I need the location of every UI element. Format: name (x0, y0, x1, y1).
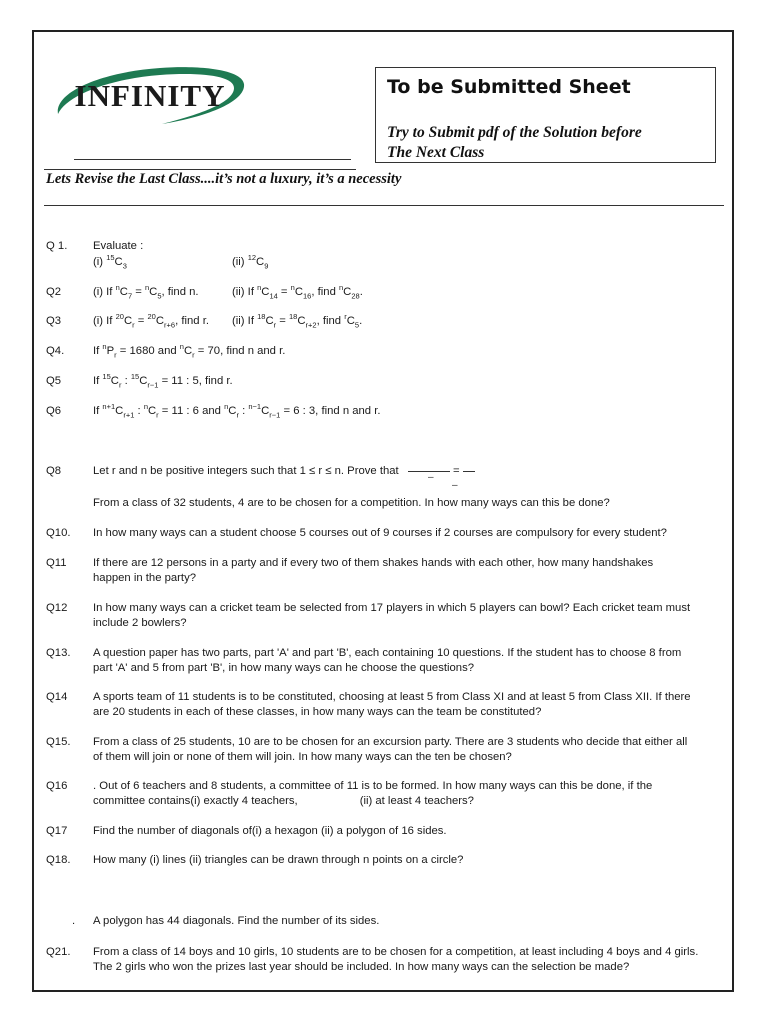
question-text: In how many ways can a cricket team be selected from 17 players in which 5 players can bowl? Each cricket team must include 2 bowlers? (93, 602, 691, 629)
question-number: Q14 (46, 691, 68, 703)
q2-part-i: (i) If $^nC_7 = ^nC_5$, find n. (93, 283, 199, 301)
question-text: If $^nP_r = 1680$ and $^nC_r = 70$, find n and r. (93, 342, 286, 360)
equals-sign: = (452, 465, 460, 477)
question-number: Q 1. (46, 240, 68, 252)
question-number: Q16 (46, 780, 68, 792)
question-text: A sports team of 11 students is to be constituted, choosing at least 5 from Class XI and at least 5 from Class XII. If there are 20 students in each of these classes, in how many ways can the team be constituted? (93, 691, 691, 718)
logo-swoosh-icon (52, 64, 248, 130)
question-number: Q13. (46, 647, 71, 659)
question-text: If $^{15}C_r$ : $^{15}C_{r-1} = 11$ : 5, find r. (93, 372, 233, 390)
header-divider (44, 205, 724, 206)
question-text: In how many ways can a student choose 5 courses out of 9 courses if 2 courses are compulsory for every student? (93, 527, 667, 539)
fraction-bar (463, 471, 475, 472)
q2-part-ii: (ii) If $^nC_{14} = ^nC_{16}$, find $^nC_{28}$. (232, 283, 363, 301)
submission-instruction (387, 123, 642, 163)
submission-box (375, 67, 716, 163)
logo-text: INFINITY (74, 78, 226, 113)
submission-line-2: The Next Class (387, 144, 485, 161)
submission-line-1: Try to Submit pdf of the Solution before (387, 124, 642, 141)
question-number: Q6 (46, 405, 62, 417)
q1-part-ii: (ii) $^{12}C_9$ (232, 253, 269, 271)
tagline: Lets Revise the Last Class....it’s not a luxury, it’s a necessity (46, 171, 402, 187)
fraction-mark: – (428, 472, 434, 483)
q3-part-i: (i) If $^{20}C_r = ^{20}C_{r+6}$, find r. (93, 312, 209, 330)
tagline-overline (44, 169, 356, 170)
question-text: How many (i) lines (ii) triangles can be drawn through n points on a circle? (93, 854, 464, 866)
question-number: . (72, 915, 76, 927)
logo-underline (74, 159, 351, 160)
question-number: Q18. (46, 854, 71, 866)
question-intro: Evaluate : (93, 240, 144, 252)
q1-part-i: (i) $^{15}C_3$ (93, 253, 127, 271)
question-number: Q3 (46, 315, 62, 327)
question-text: From a class of 32 students, 4 are to be chosen for a competition. In how many ways can this be done? (93, 497, 610, 509)
question-number: Q12 (46, 602, 68, 614)
question-text: A question paper has two parts, part 'A' and part 'B', each containing 10 questions. If the student has to choose 8 from part 'A' and 5 from part 'B', in how many ways can he choose the questions? (93, 647, 682, 674)
question-text: A polygon has 44 diagonals. Find the number of its sides. (93, 915, 380, 927)
question-number: Q4. (46, 345, 65, 357)
question-number: Q10. (46, 527, 71, 539)
question-text: Find the number of diagonals of(i) a hexagon (ii) a polygon of 16 sides. (93, 825, 447, 837)
question-number: Q5 (46, 375, 62, 387)
question-text: If $^{n+1}C_{r+1}$ : $^nC_r = 11$ : 6 and $^nC_r$ : $^{n-1}C_{r-1} = 6$ : 3, find n and r. (93, 402, 381, 420)
question-number: Q11 (46, 557, 67, 569)
q3-part-ii: (ii) If $^{18}C_r = ^{18}C_{r+2}$, find $^rC_5$. (232, 312, 363, 330)
question-text: From a class of 25 students, 10 are to be chosen for an excursion party. There are 3 students who decide that either all of them will join or none of them will join. In how many ways can the ten be chosen? (93, 736, 688, 763)
question-number: Q21. (46, 946, 71, 958)
question-text: If there are 12 persons in a party and if every two of them shakes hands with each other, how many handshakes happen in the party? (93, 557, 654, 584)
infinity-logo (52, 64, 248, 130)
question-text: . Out of 6 teachers and 8 students, a committee of 11 is to be formed. In how many ways can this be done, if the committee contains(i) exactly 4 teachers, (ii) at least 4 teachers? (93, 780, 653, 807)
fraction-mark: – (452, 480, 458, 491)
question-text: From a class of 14 boys and 10 girls, 10 students are to be chosen for a competition, at least including 4 boys and 4 girls. The 2 girls who won the prizes last year should be included. In how many ways can the selection be made? (93, 946, 699, 973)
question-number: Q2 (46, 286, 62, 298)
question-number: Q8 (46, 465, 62, 477)
question-number: Q15. (46, 736, 71, 748)
question-text: Let r and n be positive integers such that 1 ≤ r ≤ n. Prove that = (93, 464, 723, 479)
question-number: Q17 (46, 825, 68, 837)
submission-title: To be Submitted Sheet (387, 76, 631, 98)
